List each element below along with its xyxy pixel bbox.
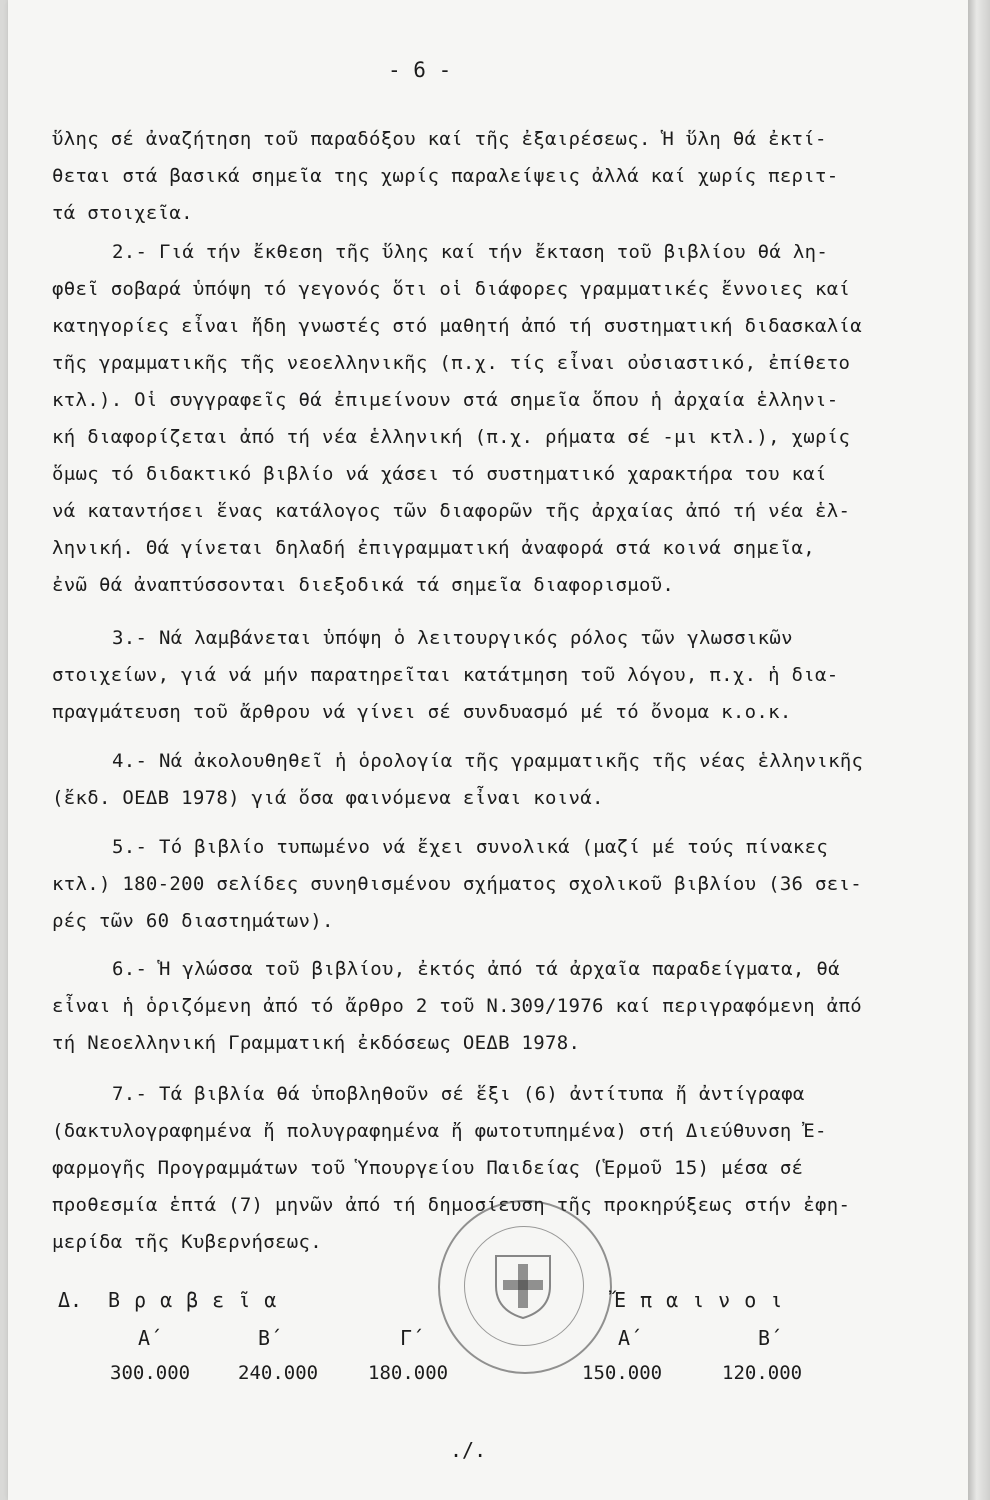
text-line: στοιχείων, γιά νά μήν παρατηρεῖται κατάτμηση τοῦ λόγου, π.χ. ἡ δια-	[52, 664, 839, 686]
commendation-rank: Α΄	[618, 1326, 643, 1350]
text-line: τῆς γραμματικῆς τῆς νεοελληνικῆς (π.χ. τίς εἶναι οὐσιαστικό, ἐπίθετο	[52, 352, 851, 374]
paragraph-4	[52, 750, 932, 824]
award-rank: Β΄	[258, 1326, 283, 1350]
award-rank: Α΄	[138, 1326, 163, 1350]
text-line: 4.- Νά ἀκολουθηθεῖ ἡ ὁρολογία τῆς γραμματικῆς τῆς νέας ἑλληνικῆς	[112, 750, 864, 772]
award-rank: Γ΄	[400, 1326, 425, 1350]
section-label: Δ.	[58, 1288, 83, 1312]
text-line: (δακτυλογραφημένα ἤ πολυγραφημένα ἤ φωτοτυπημένα) στή Διεύθυνση Ἐ-	[52, 1120, 827, 1142]
commendation-amount: 150.000	[582, 1362, 663, 1384]
award-amount: 180.000	[368, 1362, 449, 1384]
text-line: 2.- Γιά τήν ἔκθεση τῆς ὕλης καί τήν ἔκταση τοῦ βιβλίου θά λη-	[112, 241, 829, 263]
official-seal	[438, 1200, 612, 1374]
page-number: - 6 -	[388, 58, 452, 82]
text-line: τή Νεοελληνική Γραμματική ἐκδόσεως ΟΕΔΒ 1978.	[52, 1032, 581, 1054]
paragraph-3	[52, 627, 932, 738]
commendations-label: Ἔπαινοι	[614, 1288, 797, 1312]
text-line: κή διαφορίζεται ἀπό τή νέα ἑλληνική (π.χ. ρήματα σέ -μι κτλ.), χωρίς	[52, 426, 851, 448]
page-edge	[968, 0, 990, 1500]
text-line: ρές τῶν 60 διαστημάτων).	[52, 910, 334, 932]
text-line: 5.- Τό βιβλίο τυπωμένο νά ἔχει συνολικά (μαζί μέ τούς πίνακες	[112, 836, 829, 858]
text-line: ὕλης σέ ἀναζήτηση τοῦ παραδόξου καί τῆς ἐξαιρέσεως. Ἡ ὕλη θά ἐκτί-	[52, 128, 827, 150]
text-line: ἐνῶ θά ἀναπτύσσονται διεξοδικά τά σημεῖα διαφορισμοῦ.	[52, 574, 675, 596]
text-line: κτλ.) 180-200 σελίδες συνηθισμένου σχήματος σχολικοῦ βιβλίου (36 σει-	[52, 873, 862, 895]
paragraph-6	[52, 958, 932, 1069]
text-line: κατηγορίες εἶναι ἤδη γνωστές στό μαθητή ἀπό τή συστηματική διδασκαλία	[52, 315, 862, 337]
paragraph-2	[52, 241, 932, 611]
text-line: προθεσμία ἑπτά (7) μηνῶν ἀπό τή δημοσίευση τῆς προκηρύξεως στήν ἐφη-	[52, 1194, 851, 1216]
prizes-header	[58, 1288, 938, 1318]
text-line: τά στοιχεῖα.	[52, 202, 193, 224]
text-line: (ἔκδ. ΟΕΔΒ 1978) γιά ὅσα φαινόμενα εἶναι κοινά.	[52, 787, 604, 809]
text-line: θεται στά βασικά σημεῖα της χωρίς παραλείψεις ἀλλά καί χωρίς περιτ-	[52, 165, 839, 187]
text-line: κτλ.). Οἱ συγγραφεῖς θά ἐπιμείνουν στά σημεῖα ὅπου ἡ ἀρχαία ἑλληνι-	[52, 389, 839, 411]
text-line: ὅμως τό διδακτικό βιβλίο νά χάσει τό συστηματικό χαρακτήρα του καί	[52, 463, 827, 485]
paragraph-5	[52, 836, 932, 947]
text-line: εἶναι ἡ ὁριζόμενη ἀπό τό ἄρθρο 2 τοῦ Ν.309/1976 καί περιγραφόμενη ἀπό	[52, 995, 862, 1017]
paragraph-continuation	[52, 128, 932, 239]
award-amount: 300.000	[110, 1362, 191, 1384]
text-line: νά καταντήσει ἕνας κατάλογος τῶν διαφορῶν τῆς ἀρχαίας ἀπό τή νέα ἑλ-	[52, 500, 851, 522]
award-amount: 240.000	[238, 1362, 319, 1384]
text-line: 7.- Τά βιβλία θά ὑποβληθοῦν σέ ἕξι (6) ἀντίτυπα ἤ ἀντίγραφα	[112, 1083, 805, 1105]
text-line: μερίδα τῆς Κυβερνήσεως.	[52, 1231, 322, 1253]
text-line: 3.- Νά λαμβάνεται ὑπόψη ὁ λειτουργικός ρόλος τῶν γλωσσικῶν	[112, 627, 793, 649]
awards-label: Βραβεῖα	[108, 1288, 291, 1312]
text-line: 6.- Ἡ γλώσσα τοῦ βιβλίου, ἐκτός ἀπό τά ἀρχαῖα παραδείγματα, θά	[112, 958, 840, 980]
text-line: φαρμογῆς Προγραμμάτων τοῦ Ὑπουργείου Παιδείας (Ἑρμοῦ 15) μέσα σέ	[52, 1157, 804, 1179]
text-line: φθεῖ σοβαρά ὑπόψη τό γεγονός ὅτι οἱ διάφορες γραμματικές ἔννοιες καί	[52, 278, 851, 300]
text-line: πραγμάτευση τοῦ ἄρθρου νά γίνει σέ συνδυασμό μέ τό ὄνομα κ.ο.κ.	[52, 701, 792, 723]
continuation-mark: ./.	[450, 1438, 487, 1462]
commendation-rank: Β΄	[758, 1326, 783, 1350]
commendation-amount: 120.000	[722, 1362, 803, 1384]
text-line: ληνική. Θά γίνεται δηλαδή ἐπιγραμματική ἀναφορά στά κοινά σημεῖα,	[52, 537, 816, 559]
